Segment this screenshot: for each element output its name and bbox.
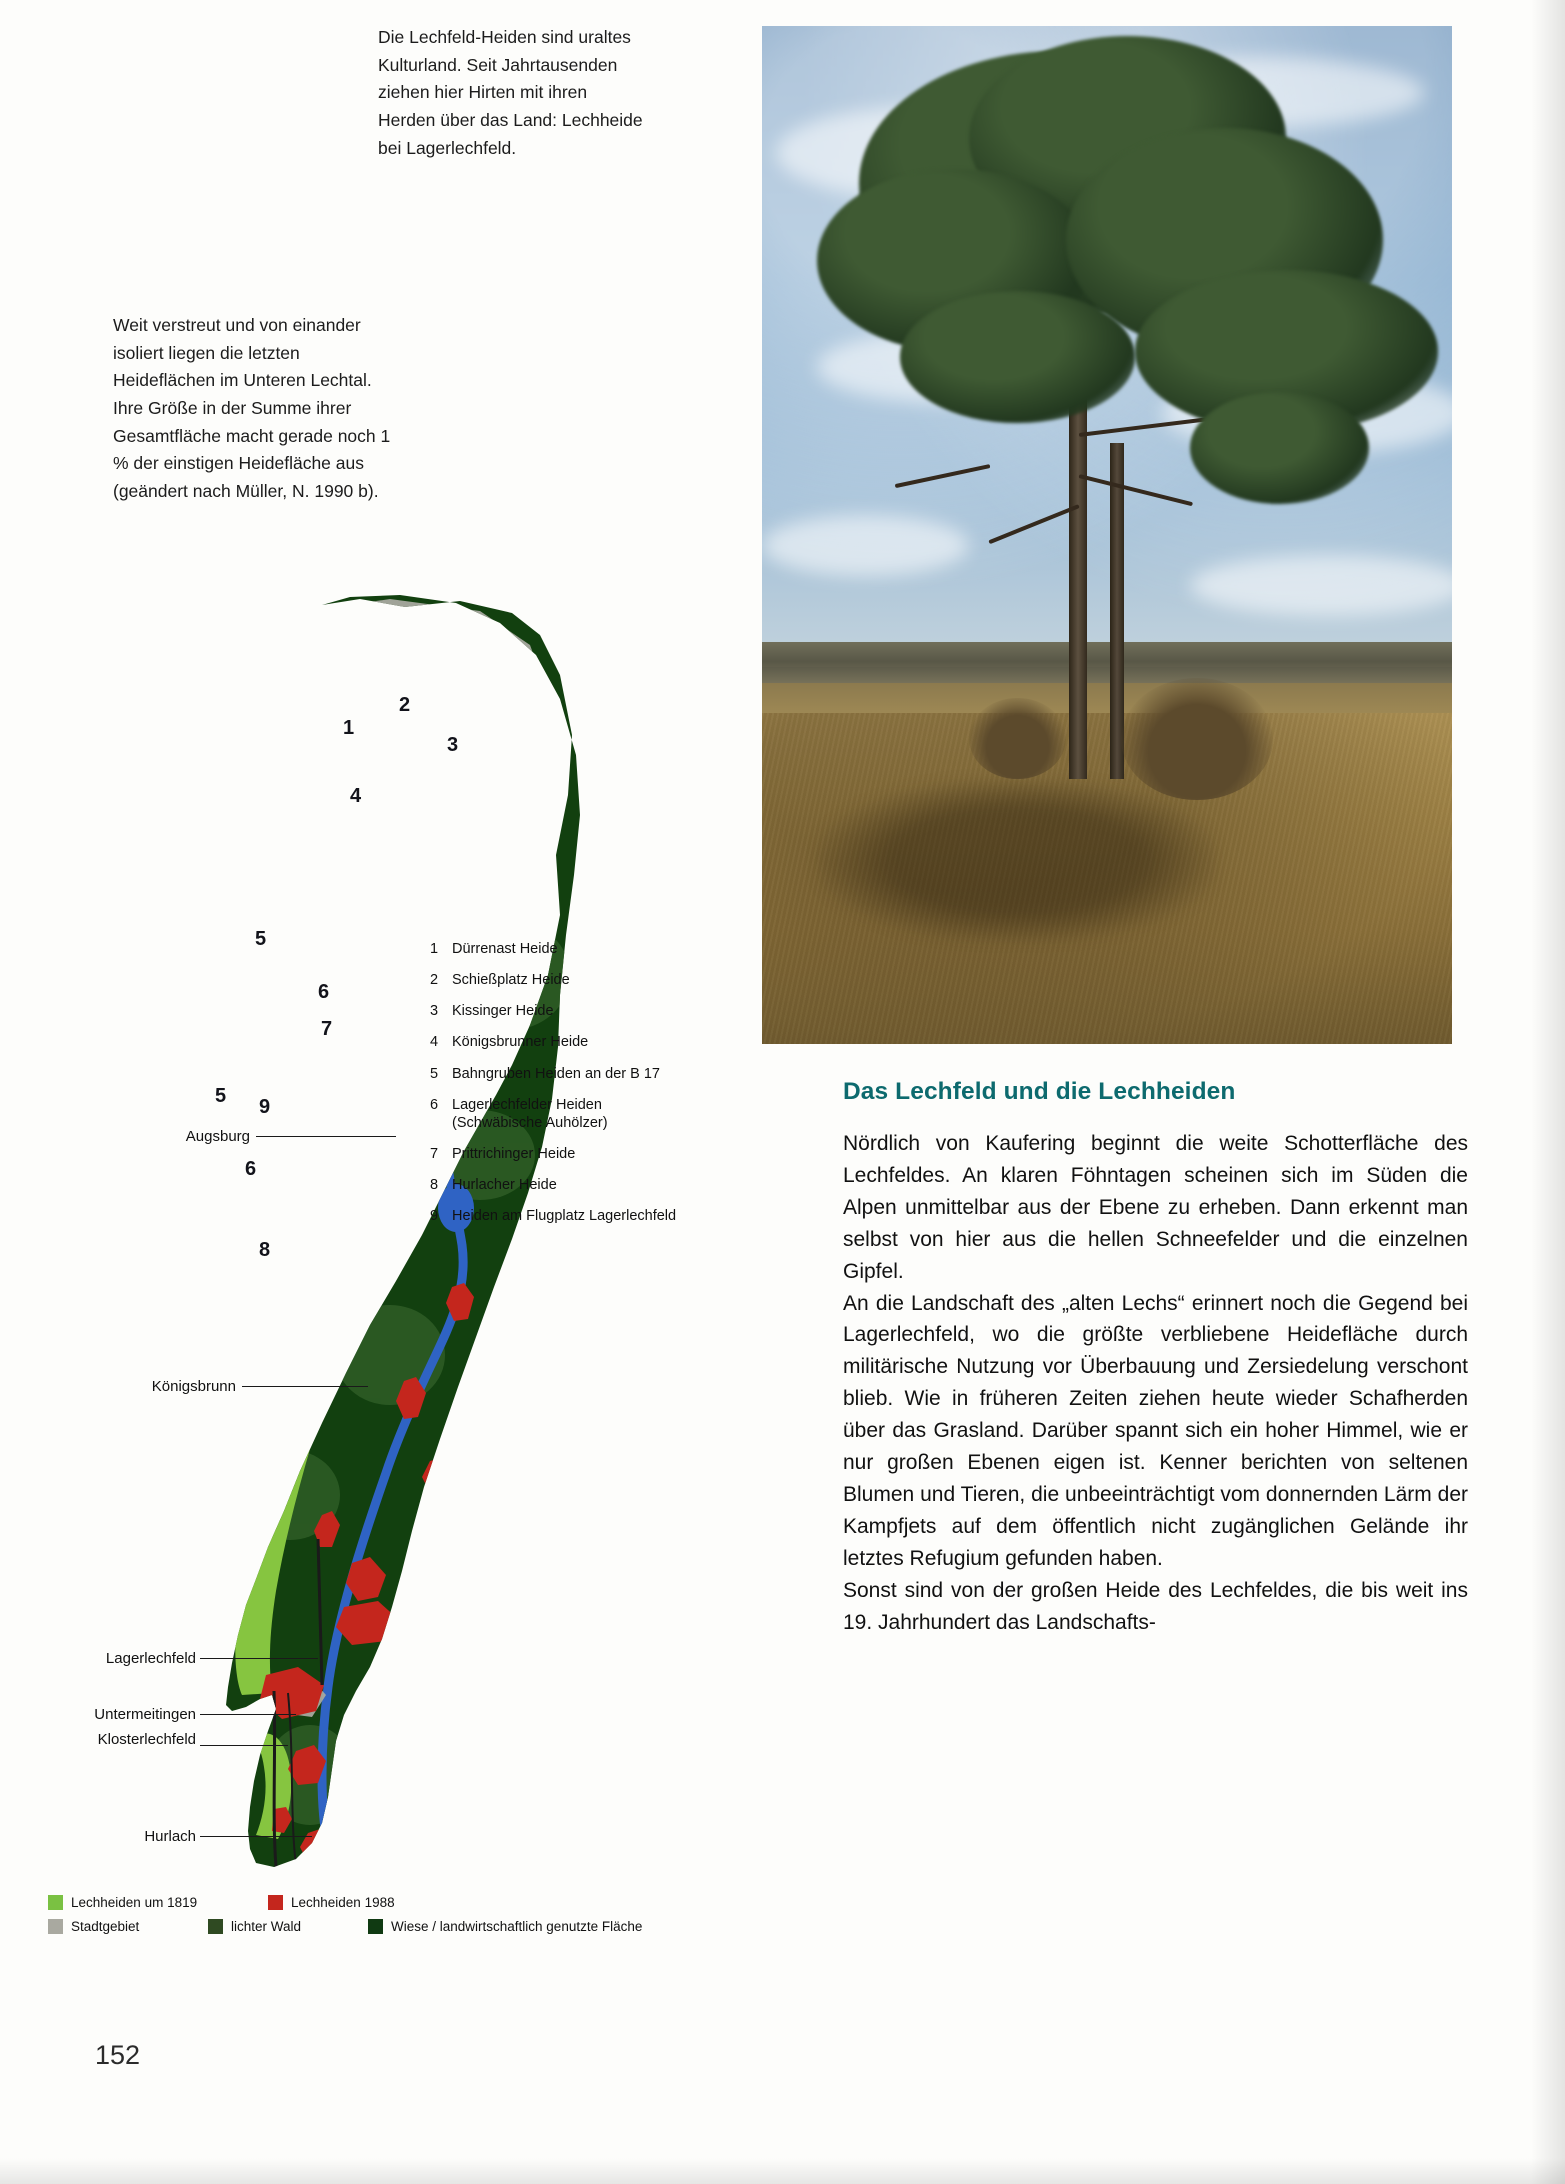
map-color-key (48, 1895, 708, 1943)
map-number: 3 (447, 734, 459, 756)
key-label: lichter Wald (231, 1919, 302, 1934)
page-number: 152 (95, 2040, 141, 2070)
legend-row (430, 1002, 730, 1020)
leader-line (256, 1136, 396, 1137)
swatch-heath-1819 (48, 1895, 63, 1910)
key-item-open-forest (208, 1919, 368, 1934)
key-label: Wiese / landwirtschaftlich genutzte Fläche (391, 1919, 643, 1934)
legend-label: Kissinger Heide (452, 1003, 554, 1020)
swatch-heath-1988 (268, 1895, 283, 1910)
key-label: Stadtgebiet (71, 1919, 140, 1934)
swatch-city (48, 1919, 63, 1934)
photo-caption: Die Lechfeld-Heiden sind uraltes Kulturland. Seit Jahrtausenden ziehen hier Hirten mit ihren Herden über das Land: Lechheide bei Lagerlechfeld. (378, 27, 643, 158)
map-number: 2 (399, 694, 411, 716)
map-caption: Weit verstreut und von einander isoliert liegen die letzten Heideflächen im Unteren Lechtal. Ihre Größe in der Summe ihrer Gesamtfläche macht gerade noch 1 % der einstigen Heidefläche aus (geändert nach Müller, N. 1990 b). (113, 315, 391, 501)
map-number: 4 (350, 785, 362, 807)
legend-label-sub: (Schwäbische Auhölzer) (452, 1114, 608, 1131)
map-number: 5 (215, 1085, 227, 1107)
legend-label: Hurlacher Heide (452, 1177, 557, 1193)
legend-number: 8 (430, 1177, 439, 1193)
shrub (1121, 678, 1273, 800)
page-bottom-shadow (0, 2158, 1565, 2184)
map-label-augsburg: Augsburg (185, 1128, 250, 1145)
map-number: 8 (259, 1239, 271, 1261)
cloud (762, 515, 969, 576)
legend-label: Heiden am Flugplatz Lagerlechfeld (452, 1208, 677, 1225)
legend-number: 1 (430, 941, 439, 957)
legend-number: 9 (430, 1208, 439, 1225)
key-label: Lechheiden 1988 (291, 1895, 395, 1910)
legend-number: 2 (430, 972, 439, 989)
article-column (843, 1078, 1468, 1639)
map-number: 6 (318, 981, 330, 1003)
legend-label (452, 1096, 730, 1132)
key-item-city (48, 1919, 208, 1934)
article-paragraph-2: An die Landschaft des „alten Lechs“ erinnert noch die Gegend bei Lagerlechfeld, wo die größte verbliebene Heidefläche durch militärische Nutzung vor Überbauung und Zersiedelung verschont blieb. Wie in früheren Zeiten ziehen heute wieder Schafherden über das Grasland. Darüber spannt sich ein hoher Himmel, wie er nur großen Ebenen eigen ist. Kenner berichten von seltenen Blumen und Tieren, die unbeeinträchtigt vom donnernden Lärm der Kampfjets auf dem öffentlich nicht zugänglichen Gelände ihr letztes Refugium gefunden haben. (843, 1291, 1468, 1570)
map-label-klosterlechfeld: Klosterlechfeld (97, 1731, 196, 1748)
legend-row (430, 1207, 730, 1225)
map-number: 5 (255, 928, 267, 950)
swatch-meadow (368, 1919, 383, 1934)
leader-line (200, 1745, 288, 1746)
leader-line (242, 1386, 368, 1387)
key-item-heath-1819 (48, 1895, 268, 1910)
key-label: Lechheiden um 1819 (71, 1895, 198, 1910)
leader-line (200, 1658, 318, 1659)
legend-number: 4 (430, 1034, 439, 1051)
tree-shadow (817, 779, 1217, 942)
legend-row (430, 971, 730, 989)
key-item-heath-1988 (268, 1895, 395, 1910)
map-number: 1 (343, 717, 355, 739)
key-row (48, 1895, 708, 1910)
swatch-open-forest (208, 1919, 223, 1934)
legend-label: Schießplatz Heide (452, 972, 570, 989)
heath-legend-list (430, 940, 730, 1238)
legend-row (430, 1033, 730, 1051)
map-number: 6 (245, 1158, 257, 1180)
key-item-meadow (368, 1919, 642, 1934)
legend-number: 6 (430, 1096, 439, 1113)
legend-label: Königsbrunner Heide (452, 1034, 589, 1051)
map-label-koenigsbrunn: Königsbrunn (151, 1378, 236, 1395)
legend-number: 3 (430, 1003, 439, 1020)
leader-line (200, 1836, 312, 1837)
key-row (48, 1919, 708, 1934)
article-paragraph-1: Nördlich von Kaufering beginnt die weite Schotterfläche des Lechfeldes. An klaren Föhntagen scheinen sich im Süden die Alpen unmittelbar aus der Ebene zu erheben. Dann erkennt man selbst von hier aus die hellen Schneefelder und die einzelnen Gipfel. (843, 1132, 1468, 1283)
page-edge-shadow (1531, 0, 1565, 2184)
map-number: 7 (321, 1018, 333, 1040)
map-label-lagerlechfeld: Lagerlechfeld (105, 1650, 196, 1667)
map-label-untermeitingen: Untermeitingen (94, 1706, 196, 1723)
tree-canopy (900, 291, 1135, 423)
article-paragraph-3: Sonst sind von der großen Heide des Lechfeldes, die bis weit ins 19. Jahrhundert das Landschafts- (843, 1578, 1468, 1634)
map-label-hurlach: Hurlach (144, 1828, 196, 1845)
distant-treeline (762, 642, 1452, 685)
legend-row (430, 1145, 730, 1163)
legend-row (430, 1096, 730, 1132)
legend-number: 7 (430, 1145, 439, 1162)
legend-row (430, 1176, 730, 1194)
tree-canopy (1190, 392, 1369, 504)
leader-line (200, 1714, 296, 1715)
article-heading: Das Lechfeld und die Lechheiden (843, 1078, 1236, 1105)
legend-row (430, 940, 730, 958)
legend-label: Bahngruben Heiden an der B 17 (452, 1065, 660, 1082)
landscape-photo (762, 26, 1452, 1044)
pine-trunk (1069, 392, 1087, 779)
legend-label: Dürrenast Heide (452, 941, 558, 957)
legend-row (430, 1065, 730, 1083)
legend-number: 5 (430, 1065, 439, 1082)
legend-label: Prittrichinger Heide (452, 1145, 576, 1162)
legend-label-main: Lagerlechfelder Heiden (452, 1096, 602, 1113)
map-number: 9 (259, 1096, 271, 1118)
shrub (969, 698, 1066, 779)
